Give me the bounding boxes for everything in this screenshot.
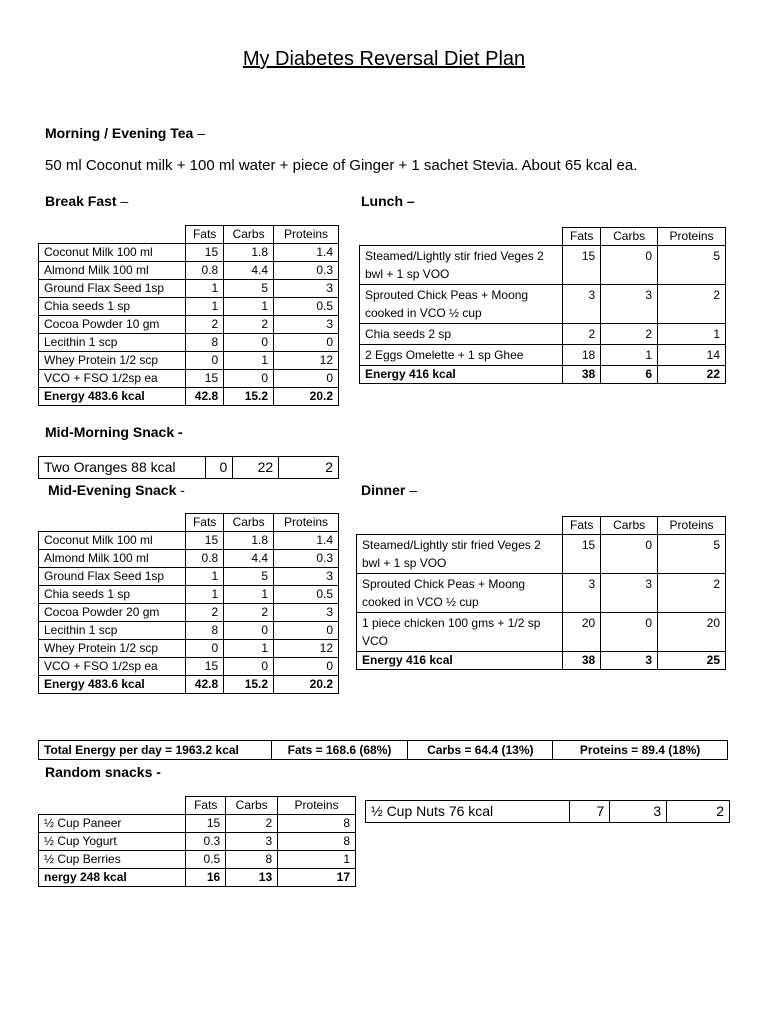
fats-value: 1 xyxy=(186,568,224,586)
proteins-value: 22 xyxy=(658,366,726,384)
proteins-value: 5 xyxy=(658,246,726,285)
food-item-label: Chia seeds 2 sp xyxy=(360,324,563,345)
carbs-value: 1 xyxy=(224,352,274,370)
daily-totals-table xyxy=(38,740,728,760)
total-fats-cell: Fats = 168.6 (68%) xyxy=(271,741,408,760)
column-header-carbs: Carbs xyxy=(601,228,658,246)
fats-value: 15 xyxy=(186,815,226,833)
food-item-label: Steamed/Lightly stir fried Veges 2 bwl + 1 sp VOO xyxy=(357,535,563,574)
header-blank-cell xyxy=(39,797,186,815)
table-row xyxy=(39,370,339,388)
food-item-label: VCO + FSO 1/2sp ea xyxy=(39,370,186,388)
carbs-value: 0 xyxy=(224,658,274,676)
proteins-value: 0 xyxy=(274,334,339,352)
carbs-value: 1.8 xyxy=(224,532,274,550)
food-item-label: Cocoa Powder 10 gm xyxy=(39,316,186,334)
food-item-label: Whey Protein 1/2 scp xyxy=(39,640,186,658)
carbs-value: 22 xyxy=(233,457,279,479)
tea-description: 50 ml Coconut milk + 100 ml water + piece of Ginger + 1 sachet Stevia. About 65 kcal ea. xyxy=(45,157,638,174)
proteins-value: 2 xyxy=(658,574,726,613)
fats-value: 42.8 xyxy=(186,388,224,406)
fats-value: 0 xyxy=(186,640,224,658)
fats-value: 0 xyxy=(186,352,224,370)
column-header-proteins: Proteins xyxy=(658,228,726,246)
carbs-value: 3 xyxy=(226,833,278,851)
fats-value: 16 xyxy=(186,869,226,887)
energy-total-label: Energy 483.6 kcal xyxy=(39,388,186,406)
mid-morning-heading: Mid-Morning Snack - xyxy=(45,424,183,440)
table-row xyxy=(366,801,730,823)
fats-value: 2 xyxy=(186,604,224,622)
mid-evening-heading-label: Mid-Evening Snack xyxy=(48,482,177,498)
food-item-label: VCO + FSO 1/2sp ea xyxy=(39,658,186,676)
fats-value: 3 xyxy=(563,285,601,324)
food-item-label: Cocoa Powder 20 gm xyxy=(39,604,186,622)
energy-total-label: Energy 416 kcal xyxy=(357,652,563,670)
breakfast-heading-label: Break Fast xyxy=(45,193,117,209)
food-item-label: Chia seeds 1 sp xyxy=(39,586,186,604)
proteins-value: 0 xyxy=(274,370,339,388)
column-header-fats: Fats xyxy=(563,517,601,535)
header-row xyxy=(360,228,726,246)
fats-value: 2 xyxy=(186,316,224,334)
proteins-value: 0.5 xyxy=(274,586,339,604)
breakfast-heading xyxy=(45,193,128,209)
column-header-fats: Fats xyxy=(186,514,224,532)
food-item-label: Almond Milk 100 ml xyxy=(39,262,186,280)
fats-value: 15 xyxy=(186,244,224,262)
column-header-proteins: Proteins xyxy=(658,517,726,535)
proteins-value: 3 xyxy=(274,280,339,298)
food-item-label: 2 Eggs Omelette + 1 sp Ghee xyxy=(360,345,563,366)
lunch-heading: Lunch – xyxy=(361,193,415,209)
dinner-heading-dash: – xyxy=(405,482,418,498)
table-row xyxy=(360,324,726,345)
mid-evening-heading xyxy=(48,482,185,498)
total-row xyxy=(39,676,339,694)
total-row xyxy=(39,388,339,406)
carbs-value: 2 xyxy=(224,316,274,334)
header-row xyxy=(39,226,339,244)
fats-value: 7 xyxy=(570,801,610,823)
proteins-value: 0.3 xyxy=(274,262,339,280)
food-item-label: ½ Cup Paneer xyxy=(39,815,186,833)
header-blank-cell xyxy=(39,514,186,532)
fats-value: 15 xyxy=(186,532,224,550)
fats-value: 20 xyxy=(563,613,601,652)
proteins-value: 1 xyxy=(278,851,356,869)
food-item-label: Chia seeds 1 sp xyxy=(39,298,186,316)
proteins-value: 12 xyxy=(274,640,339,658)
proteins-value: 20 xyxy=(658,613,726,652)
total-carbs-cell: Carbs = 64.4 (13%) xyxy=(408,741,553,760)
table-row xyxy=(39,658,339,676)
breakfast-heading-dash: – xyxy=(116,193,129,209)
header-blank-cell xyxy=(39,226,186,244)
carbs-value: 3 xyxy=(601,652,658,670)
proteins-value: 0.5 xyxy=(274,298,339,316)
carbs-value: 13 xyxy=(226,869,278,887)
carbs-value: 8 xyxy=(226,851,278,869)
table-row xyxy=(39,244,339,262)
proteins-value: 3 xyxy=(274,568,339,586)
carbs-value: 4.4 xyxy=(224,550,274,568)
total-row xyxy=(39,869,356,887)
proteins-value: 1.4 xyxy=(274,244,339,262)
carbs-value: 0 xyxy=(224,622,274,640)
column-header-carbs: Carbs xyxy=(226,797,278,815)
header-row xyxy=(39,514,339,532)
column-header-carbs: Carbs xyxy=(224,514,274,532)
table-row xyxy=(360,285,726,324)
column-header-fats: Fats xyxy=(186,797,226,815)
table-row xyxy=(39,586,339,604)
food-item-label: Almond Milk 100 ml xyxy=(39,550,186,568)
fats-value: 1 xyxy=(186,298,224,316)
proteins-value: 1.4 xyxy=(274,532,339,550)
proteins-value: 1 xyxy=(658,324,726,345)
proteins-value: 3 xyxy=(274,604,339,622)
column-header-proteins: Proteins xyxy=(274,514,339,532)
fats-value: 38 xyxy=(563,366,601,384)
column-header-fats: Fats xyxy=(186,226,224,244)
carbs-value: 1 xyxy=(224,298,274,316)
proteins-value: 2 xyxy=(667,801,730,823)
carbs-value: 2 xyxy=(601,324,658,345)
mid-evening-table xyxy=(38,513,339,694)
table-row xyxy=(39,457,339,479)
table-row xyxy=(39,316,339,334)
fats-value: 2 xyxy=(563,324,601,345)
proteins-value: 2 xyxy=(658,285,726,324)
mid-morning-table xyxy=(38,456,339,479)
page-title: My Diabetes Reversal Diet Plan xyxy=(242,48,526,70)
carbs-value: 0 xyxy=(224,370,274,388)
carbs-value: 15.2 xyxy=(224,388,274,406)
proteins-value: 8 xyxy=(278,815,356,833)
fats-value: 18 xyxy=(563,345,601,366)
carbs-value: 0 xyxy=(601,246,658,285)
carbs-value: 3 xyxy=(601,285,658,324)
table-row xyxy=(39,604,339,622)
dinner-heading-label: Dinner xyxy=(361,482,406,498)
carbs-value: 1 xyxy=(224,586,274,604)
food-item-label: Ground Flax Seed 1sp xyxy=(39,568,186,586)
proteins-value: 3 xyxy=(274,316,339,334)
table-row xyxy=(39,298,339,316)
food-item-label: Coconut Milk 100 ml xyxy=(39,244,186,262)
dinner-table xyxy=(356,516,726,670)
total-row xyxy=(360,366,726,384)
table-row xyxy=(39,568,339,586)
food-item-label: 1 piece chicken 100 gms + 1/2 sp VCO xyxy=(357,613,563,652)
fats-value: 42.8 xyxy=(186,676,224,694)
carbs-value: 1.8 xyxy=(224,244,274,262)
proteins-value: 20.2 xyxy=(274,388,339,406)
fats-value: 0.8 xyxy=(186,550,224,568)
table-row xyxy=(39,851,356,869)
food-item-label: Steamed/Lightly stir fried Veges 2 bwl + 1 sp VOO xyxy=(360,246,563,285)
carbs-value: 2 xyxy=(224,604,274,622)
mid-evening-heading-dash: - xyxy=(176,482,185,498)
carbs-value: 3 xyxy=(610,801,667,823)
table-row xyxy=(39,640,339,658)
carbs-value: 0 xyxy=(601,535,658,574)
carbs-value: 6 xyxy=(601,366,658,384)
table-row xyxy=(39,622,339,640)
carbs-value: 1 xyxy=(224,640,274,658)
proteins-value: 0 xyxy=(274,622,339,640)
column-header-proteins: Proteins xyxy=(274,226,339,244)
breakfast-table xyxy=(38,225,339,406)
column-header-carbs: Carbs xyxy=(601,517,658,535)
food-item-label: Two Oranges 88 kcal xyxy=(39,457,206,479)
carbs-value: 0 xyxy=(601,613,658,652)
food-item-label: ½ Cup Yogurt xyxy=(39,833,186,851)
food-item-label: Lecithin 1 scp xyxy=(39,334,186,352)
food-item-label: ½ Cup Nuts 76 kcal xyxy=(366,801,570,823)
tea-heading xyxy=(45,125,205,141)
header-blank-cell xyxy=(360,228,563,246)
proteins-value: 8 xyxy=(278,833,356,851)
carbs-value: 5 xyxy=(224,280,274,298)
food-item-label: Coconut Milk 100 ml xyxy=(39,532,186,550)
column-header-carbs: Carbs xyxy=(224,226,274,244)
fats-value: 15 xyxy=(563,246,601,285)
fats-value: 1 xyxy=(186,280,224,298)
food-item-label: Whey Protein 1/2 scp xyxy=(39,352,186,370)
energy-total-label: nergy 248 kcal xyxy=(39,869,186,887)
table-row xyxy=(360,345,726,366)
fats-value: 1 xyxy=(186,586,224,604)
total-row xyxy=(357,652,726,670)
proteins-value: 14 xyxy=(658,345,726,366)
proteins-value: 25 xyxy=(658,652,726,670)
fats-value: 15 xyxy=(186,658,224,676)
table-row xyxy=(357,535,726,574)
table-row xyxy=(357,574,726,613)
proteins-value: 5 xyxy=(658,535,726,574)
table-row xyxy=(39,280,339,298)
carbs-value: 4.4 xyxy=(224,262,274,280)
random-snacks-table xyxy=(38,796,356,887)
tea-heading-label: Morning / Evening Tea xyxy=(45,125,194,141)
energy-total-label: Energy 416 kcal xyxy=(360,366,563,384)
table-row xyxy=(39,334,339,352)
table-row xyxy=(39,550,339,568)
fats-value: 0.5 xyxy=(186,851,226,869)
food-item-label: ½ Cup Berries xyxy=(39,851,186,869)
fats-value: 0.8 xyxy=(186,262,224,280)
lunch-table xyxy=(359,227,726,384)
table-row xyxy=(39,833,356,851)
proteins-value: 12 xyxy=(274,352,339,370)
random-snacks-heading: Random snacks - xyxy=(45,764,161,780)
fats-value: 8 xyxy=(186,334,224,352)
table-row xyxy=(360,246,726,285)
food-item-label: Sprouted Chick Peas + Moong cooked in VCO ½ cup xyxy=(360,285,563,324)
column-header-proteins: Proteins xyxy=(278,797,356,815)
header-row xyxy=(39,797,356,815)
food-item-label: Ground Flax Seed 1sp xyxy=(39,280,186,298)
proteins-value: 0 xyxy=(274,658,339,676)
fats-value: 15 xyxy=(563,535,601,574)
fats-value: 15 xyxy=(186,370,224,388)
carbs-value: 3 xyxy=(601,574,658,613)
carbs-value: 2 xyxy=(226,815,278,833)
dinner-heading xyxy=(361,482,417,498)
proteins-value: 2 xyxy=(279,457,339,479)
fats-value: 38 xyxy=(563,652,601,670)
total-proteins-cell: Proteins = 89.4 (18%) xyxy=(553,741,728,760)
fats-value: 0 xyxy=(206,457,233,479)
table-row xyxy=(357,613,726,652)
table-row xyxy=(39,352,339,370)
column-header-fats: Fats xyxy=(563,228,601,246)
table-row xyxy=(39,815,356,833)
proteins-value: 20.2 xyxy=(274,676,339,694)
proteins-value: 0.3 xyxy=(274,550,339,568)
carbs-value: 1 xyxy=(601,345,658,366)
energy-total-label: Energy 483.6 kcal xyxy=(39,676,186,694)
fats-value: 3 xyxy=(563,574,601,613)
header-blank-cell xyxy=(357,517,563,535)
carbs-value: 0 xyxy=(224,334,274,352)
food-item-label: Sprouted Chick Peas + Moong cooked in VCO ½ cup xyxy=(357,574,563,613)
carbs-value: 15.2 xyxy=(224,676,274,694)
tea-heading-dash: – xyxy=(193,125,205,141)
header-row xyxy=(357,517,726,535)
table-row xyxy=(39,532,339,550)
proteins-value: 17 xyxy=(278,869,356,887)
nuts-table xyxy=(365,800,730,823)
fats-value: 0.3 xyxy=(186,833,226,851)
carbs-value: 5 xyxy=(224,568,274,586)
total-energy-cell: Total Energy per day = 1963.2 kcal xyxy=(39,741,272,760)
food-item-label: Lecithin 1 scp xyxy=(39,622,186,640)
fats-value: 8 xyxy=(186,622,224,640)
table-row xyxy=(39,262,339,280)
